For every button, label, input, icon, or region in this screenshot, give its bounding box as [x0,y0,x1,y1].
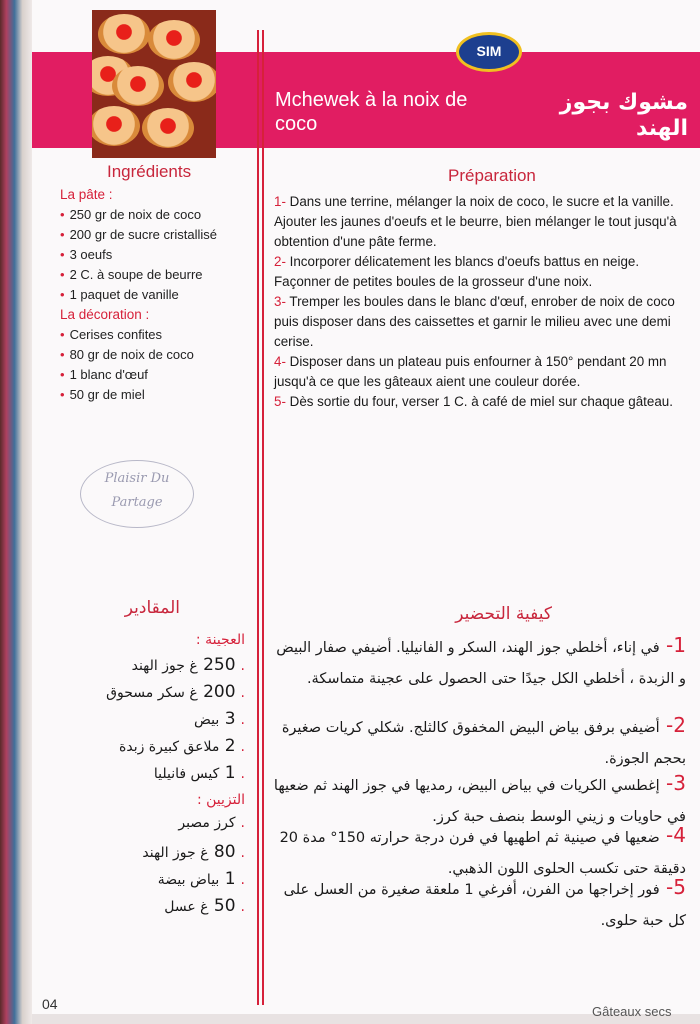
ingredients-heading-ar: المقادير [124,598,180,618]
watermark-line-1: Plaisir Du [104,471,170,486]
ingredient-item-ar [119,736,245,756]
ingredient-item-fr [60,227,217,242]
ingredient-text: 200 gr de sucre cristallisé [69,227,217,242]
step-text: Dans une terrine, mélanger la noix de coco, le sucre et la vanille. Ajouter les jaunes d'oeufs et le beurre, bien mélanger le tout jusqu'à obtention d'une pâte ferme. [274,194,677,249]
recipe-title-fr: Mchewek à la noix de coco [275,89,468,135]
brand-logo: SIM [456,32,522,72]
column-divider [262,30,264,1005]
bullet-dot: . [240,899,245,915]
ingredient-item-ar [164,896,245,916]
step-text: Disposer dans un plateau puis enfourner à 150° pendant 20 mn jusqu'à ce que les gâteaux aient une couleur dorée. [274,354,667,389]
bullet-dot: • [60,367,65,382]
step-number: 3- [659,771,686,795]
step-number: 5- [274,394,286,409]
ingredient-item-fr [60,327,162,342]
bullet-dot: • [60,387,65,402]
preparation-step-fr [274,252,688,292]
preparation-step-fr [274,352,688,392]
ingredient-quantity: 50 [208,896,236,916]
bullet-dot: • [60,247,65,262]
ingredient-item-ar [158,869,245,889]
ingredient-text: 3 oeufs [69,247,113,262]
preparation-step-fr [274,192,688,252]
page-number: 04 [42,996,58,1012]
ingredient-quantity: 2 [219,736,236,756]
ingredient-text: غ عسل [164,899,209,915]
ingredient-item-fr [60,287,179,302]
preparation-step-ar [272,630,686,695]
watermark-stamp [80,460,194,528]
preparation-step-ar [272,872,686,937]
bullet-dot: • [60,207,65,222]
ingredient-text: 1 paquet de vanille [69,287,179,302]
ingredient-quantity: 250 [197,655,236,675]
decoration-label-ar: التزيين : [196,792,245,808]
step-text: ضعيها في صينية ثم اطهيها في فرن درجة حرارته 150° مدة 20 دقيقة حتى تكسب الحلوى اللون الذهبي. [279,830,686,877]
bullet-dot: . [240,739,245,755]
dough-label-fr: La pâte : [60,187,113,202]
ingredient-quantity: 80 [208,842,236,862]
section-label: Gâteaux secs [592,1004,672,1019]
preparation-step-ar [272,710,686,775]
cookies-photo [92,10,216,158]
ingredient-quantity: 200 [197,682,236,702]
ingredient-text: بياض بيضة [157,872,220,888]
step-number: 3- [274,294,286,309]
ingredient-text: 1 blanc d'œuf [69,367,148,382]
decoration-label-fr: La décoration : [60,307,150,322]
step-text: فور إخراجها من الفرن، أفرغي 1 ملعقة صغيرة من العسل على كل حبة حلوى. [283,882,686,929]
preparation-step-fr [274,392,688,412]
bullet-dot: . [240,766,245,782]
ingredient-item-ar [154,763,245,783]
dough-label-ar: العجينة : [195,632,245,648]
ingredient-text: Cerises confites [69,327,163,342]
step-number: 2- [274,254,286,269]
bullet-dot: . [240,685,245,701]
ingredient-item-fr [60,387,145,402]
ingredient-text: 80 gr de noix de coco [69,347,194,362]
step-text: إغطسي الكريات في بياض البيض، رمديها في جوز الهند ثم ضعيها في حاويات و زيني الوسط بنصف حبة كرز. [273,778,686,825]
ingredient-text: غ جوز الهند [142,845,209,861]
step-number: 5- [659,875,686,899]
recipe-title-ar: مشوك بجوز الهند [559,90,688,141]
watermark-line-2: Partage [111,495,163,510]
bullet-dot: . [240,658,245,674]
ingredient-quantity: 1 [219,869,236,889]
ingredient-text: كيس فانيليا [153,766,220,782]
ingredients-heading-fr: Ingrédients [107,162,192,181]
step-number: 4- [659,823,686,847]
column-divider [257,30,259,1005]
ingredient-item-ar [132,655,245,675]
ingredient-text: غ جوز الهند [131,658,198,674]
bullet-dot: . [240,815,245,831]
ingredient-item-ar [106,682,245,702]
step-number: 1- [659,633,686,657]
bullet-dot: • [60,227,65,242]
bullet-dot: . [240,845,245,861]
bullet-dot: . [240,712,245,728]
step-text: Incorporer délicatement les blancs d'oeufs battus en neige. Façonner de petites boules de la grosseur d'une noix. [274,254,640,289]
ingredient-item-fr [60,367,148,382]
ingredient-quantity: 1 [219,763,236,783]
book-spine-edge [0,0,32,1024]
preparation-heading-fr: Préparation [448,166,536,185]
step-number: 2- [659,713,686,737]
bullet-dot: • [60,347,65,362]
step-text: Dès sortie du four, verser 1 C. à café de miel sur chaque gâteau. [285,394,673,409]
ingredient-item-fr [60,347,194,362]
ingredient-item-fr [60,207,201,222]
ingredient-quantity: 3 [219,709,236,729]
bullet-dot: • [60,327,65,342]
bullet-dot: . [240,872,245,888]
preparation-heading-ar: كيفية التحضير [455,604,552,624]
bullet-dot: • [60,287,65,302]
step-text: في إناء، أخلطي جوز الهند، السكر و الفانيليا. أضيفي صفار البيض و الزبدة ، أخلطي الكل جيدًا حتى الحصول على عجينة متماسكة. [276,640,686,687]
ingredient-text: 250 gr de noix de coco [69,207,202,222]
ingredient-text: غ سكر مسحوق [106,685,198,701]
ingredient-item-ar [142,842,245,862]
ingredient-item-fr [60,267,203,282]
ingredient-text: بيض [194,712,220,728]
ingredient-text: 50 gr de miel [69,387,145,402]
ingredient-text: 2 C. à soupe de beurre [69,267,203,282]
ingredient-text: كرز مصبر [178,815,236,831]
ingredient-text: ملاعق كبيرة زبدة [119,739,220,755]
step-text: أضيفي برفق بياض البيض المخفوق كالثلج. شكلي كريات صغيرة بحجم الجوزة. [281,720,686,767]
step-text: Tremper les boules dans le blanc d'œuf, enrober de noix de coco puis disposer dans des caissettes et garnir le milieu avec une demi cerise. [274,294,675,349]
ingredient-item-ar [178,815,245,831]
ingredient-item-fr [60,247,112,262]
step-number: 4- [274,354,286,369]
preparation-step-fr [274,292,688,352]
bullet-dot: • [60,267,65,282]
ingredient-item-ar [194,709,245,729]
step-number: 1- [274,194,286,209]
